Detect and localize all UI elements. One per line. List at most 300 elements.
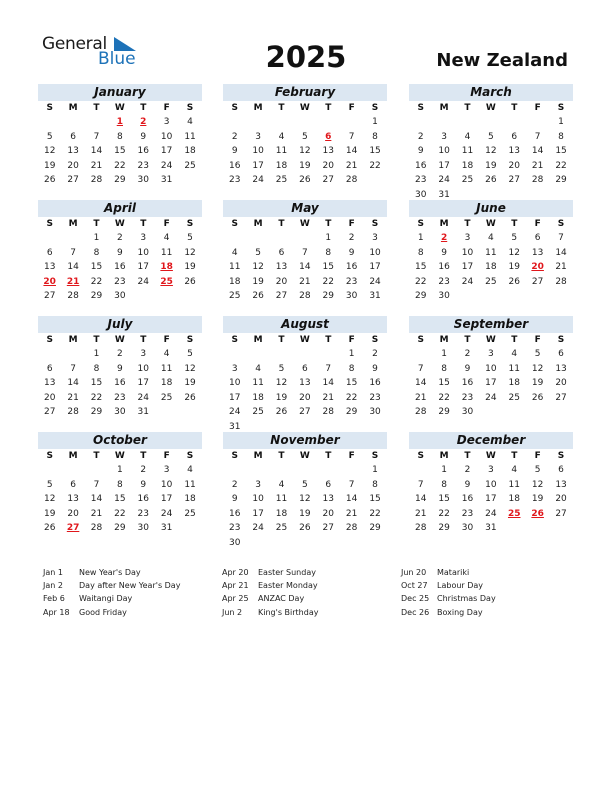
calendar-date: 11 xyxy=(461,146,474,156)
calendar-date: 19 xyxy=(485,160,497,171)
calendar-date: 10 xyxy=(252,494,264,504)
calendar-date: 17 xyxy=(252,508,264,519)
weekday-label: S xyxy=(46,103,53,113)
calendar-date: 12 xyxy=(184,363,196,374)
holiday-date: 1 xyxy=(116,117,123,127)
calendar-date: 16 xyxy=(137,494,149,504)
weekday-label: S xyxy=(46,335,53,345)
calendar-date: 2 xyxy=(231,131,238,142)
holiday-date: 25 xyxy=(507,508,521,519)
calendar-date: 22 xyxy=(345,392,358,403)
calendar-date: 24 xyxy=(252,523,264,533)
weekday-label: T xyxy=(325,103,332,113)
weekday-label: T xyxy=(511,103,518,113)
calendar-date: 29 xyxy=(322,291,334,301)
holiday-date-label: Apr 25 xyxy=(222,594,249,604)
calendar-date: 17 xyxy=(160,494,173,504)
calendar-date: 27 xyxy=(275,291,288,301)
calendar-date: 6 xyxy=(302,363,308,374)
holiday-item xyxy=(222,566,318,579)
calendar-date: 29 xyxy=(438,523,450,533)
calendar-date: 17 xyxy=(137,378,149,388)
calendar-date: 28 xyxy=(322,407,334,417)
calendar-date: 26 xyxy=(43,175,56,185)
calendar-date: 29 xyxy=(114,523,126,533)
weekday-label: F xyxy=(163,451,170,461)
calendar-date: 13 xyxy=(508,146,520,156)
calendar-date: 22 xyxy=(114,508,126,519)
calendar-date: 5 xyxy=(534,349,541,359)
calendar-date: 7 xyxy=(348,479,355,490)
calendar-date: 24 xyxy=(461,276,474,287)
month-december xyxy=(409,432,573,536)
holiday-date-label: Jan 2 xyxy=(43,581,63,591)
day-grid xyxy=(409,333,573,420)
calendar-date: 6 xyxy=(511,131,518,142)
calendar-date: 12 xyxy=(184,247,196,258)
day-grid xyxy=(409,449,573,536)
empty-cell xyxy=(479,115,502,130)
day-grid xyxy=(38,217,202,304)
month-header: November xyxy=(223,432,387,449)
month-header: December xyxy=(409,432,573,449)
calendar-date: 28 xyxy=(345,523,358,533)
calendar-date: 16 xyxy=(461,494,474,504)
calendar-date: 1 xyxy=(325,233,332,243)
day-grid xyxy=(409,101,573,202)
calendar-date: 11 xyxy=(275,146,288,156)
holiday-date: 25 xyxy=(160,276,173,287)
calendar-date: 2 xyxy=(417,131,424,142)
calendar-date: 4 xyxy=(187,465,193,475)
calendar-date: 27 xyxy=(299,407,311,417)
calendar-date: 29 xyxy=(438,407,450,417)
calendar-date: 30 xyxy=(438,291,450,301)
calendar-date: 4 xyxy=(488,233,494,243)
calendar-date: 27 xyxy=(555,392,567,403)
month-april xyxy=(38,200,202,304)
calendar-date: 17 xyxy=(461,262,474,272)
empty-cell xyxy=(38,231,61,246)
holiday-item xyxy=(43,606,180,619)
calendar-date: 28 xyxy=(90,523,103,533)
calendar-date: 8 xyxy=(93,363,100,374)
weekday-label: S xyxy=(231,219,238,229)
calendar-date: 28 xyxy=(555,276,567,287)
calendar-date: 6 xyxy=(534,233,541,243)
calendar-date: 2 xyxy=(117,233,123,243)
calendar-date: 3 xyxy=(441,131,447,142)
calendar-date: 20 xyxy=(322,508,334,519)
calendar-date: 8 xyxy=(441,479,447,490)
weekday-label: S xyxy=(417,335,424,345)
weekday-label: S xyxy=(231,451,238,461)
calendar-date: 30 xyxy=(369,407,381,417)
calendar-date: 4 xyxy=(278,479,285,490)
weekday-label: S xyxy=(417,103,424,113)
holiday-column xyxy=(222,566,318,619)
calendar-date: 30 xyxy=(114,291,126,301)
calendar-date: 12 xyxy=(275,378,288,388)
holiday-name: Labour Day xyxy=(437,581,484,591)
month-march xyxy=(409,84,573,202)
holiday-name: ANZAC Day xyxy=(258,594,305,604)
calendar-date: 19 xyxy=(252,276,264,287)
calendar-date: 20 xyxy=(67,508,79,519)
calendar-date: 7 xyxy=(325,363,332,374)
calendar-date: 24 xyxy=(228,407,241,417)
calendar-date: 29 xyxy=(90,291,103,301)
weekday-label: T xyxy=(278,451,285,461)
empty-cell xyxy=(456,115,479,130)
calendar-date: 21 xyxy=(67,392,79,403)
calendar-date: 10 xyxy=(228,378,241,388)
weekday-label: S xyxy=(371,103,379,113)
calendar-date: 1 xyxy=(117,465,123,475)
calendar-date: 19 xyxy=(275,392,288,403)
calendar-date: 24 xyxy=(160,508,173,519)
calendar-date: 25 xyxy=(485,276,497,287)
calendar-date: 20 xyxy=(322,160,334,171)
calendar-date: 10 xyxy=(369,247,381,258)
calendar-date: 29 xyxy=(90,407,103,417)
month-october xyxy=(38,432,202,536)
calendar-date: 2 xyxy=(348,233,355,243)
calendar-date: 31 xyxy=(160,175,173,185)
holiday-date: 2 xyxy=(440,233,448,243)
calendar-date: 19 xyxy=(508,262,520,272)
calendar-date: 27 xyxy=(322,175,334,185)
calendar-date: 9 xyxy=(464,363,471,374)
weekday-label: T xyxy=(140,335,147,345)
calendar-date: 1 xyxy=(348,349,355,359)
calendar-date: 6 xyxy=(70,131,76,142)
calendar-date: 15 xyxy=(369,494,381,504)
calendar-date: 12 xyxy=(43,494,56,504)
weekday-label: M xyxy=(439,335,449,345)
holiday-date: 6 xyxy=(325,131,332,142)
calendar-date: 19 xyxy=(299,160,311,171)
calendar-date: 7 xyxy=(70,247,76,258)
calendar-date: 29 xyxy=(114,175,126,185)
calendar-date: 9 xyxy=(231,494,238,504)
calendar-date: 22 xyxy=(322,276,334,287)
calendar-date: 7 xyxy=(417,363,424,374)
calendar-date: 6 xyxy=(558,465,564,475)
day-grid xyxy=(38,449,202,536)
weekday-label: M xyxy=(68,103,78,113)
weekday-label: S xyxy=(186,219,194,229)
calendar-date: 15 xyxy=(114,494,126,504)
calendar-date: 7 xyxy=(534,131,541,142)
calendar-date: 23 xyxy=(114,276,126,287)
weekday-label: M xyxy=(253,335,263,345)
calendar-date: 5 xyxy=(534,465,541,475)
calendar-date: 8 xyxy=(348,363,355,374)
calendar-date: 8 xyxy=(417,247,424,258)
weekday-label: M xyxy=(439,451,449,461)
weekday-label: F xyxy=(163,103,170,113)
calendar-date: 23 xyxy=(414,175,427,185)
calendar-date: 7 xyxy=(93,131,100,142)
month-header: March xyxy=(409,84,573,101)
calendar-date: 7 xyxy=(417,479,424,490)
weekday-label: W xyxy=(299,219,310,229)
weekday-label: S xyxy=(186,335,194,345)
calendar-date: 9 xyxy=(417,146,424,156)
holiday-date: 27 xyxy=(66,523,80,533)
weekday-label: W xyxy=(114,219,125,229)
calendar-date: 29 xyxy=(345,407,358,417)
calendar-date: 4 xyxy=(464,131,471,142)
calendar-date: 11 xyxy=(508,479,520,490)
calendar-date: 10 xyxy=(485,479,497,490)
weekday-label: T xyxy=(93,335,100,345)
calendar-date: 4 xyxy=(187,117,193,127)
holiday-name: Matariki xyxy=(437,568,470,577)
calendar-date: 30 xyxy=(414,189,427,200)
calendar-date: 14 xyxy=(414,494,427,504)
calendar-date: 3 xyxy=(140,349,147,359)
calendar-date: 2 xyxy=(372,349,378,359)
calendar-date: 26 xyxy=(184,276,196,287)
weekday-label: M xyxy=(68,451,78,461)
holiday-date-label: Oct 27 xyxy=(401,581,428,591)
calendar-date: 21 xyxy=(299,276,311,287)
calendar-date: 22 xyxy=(438,392,450,403)
calendar-date: 5 xyxy=(488,131,494,142)
calendar-date: 20 xyxy=(555,378,567,388)
weekday-label: T xyxy=(93,219,100,229)
calendar-date: 1 xyxy=(417,233,424,243)
calendar-date: 22 xyxy=(414,276,427,287)
calendar-date: 19 xyxy=(43,508,56,519)
calendar-date: 5 xyxy=(255,247,261,258)
weekday-label: M xyxy=(68,219,78,229)
empty-cell xyxy=(270,463,293,478)
calendar-date: 31 xyxy=(369,291,381,301)
calendar-date: 12 xyxy=(508,247,520,258)
month-header: May xyxy=(223,200,387,217)
empty-cell xyxy=(223,463,246,478)
calendar-date: 26 xyxy=(531,392,544,403)
calendar-date: 9 xyxy=(464,479,471,490)
calendar-date: 20 xyxy=(67,160,79,171)
empty-cell xyxy=(61,231,84,246)
calendar-date: 1 xyxy=(372,465,378,475)
weekday-label: T xyxy=(278,335,285,345)
holiday-date-label: Jan 1 xyxy=(43,568,63,577)
empty-cell xyxy=(317,115,340,130)
calendar-date: 7 xyxy=(93,479,100,490)
empty-cell xyxy=(85,115,108,130)
calendar-date: 14 xyxy=(531,146,544,156)
month-header: June xyxy=(409,200,573,217)
calendar-date: 9 xyxy=(117,247,123,258)
calendar-date: 9 xyxy=(441,247,447,258)
month-header: January xyxy=(38,84,202,101)
calendar-date: 11 xyxy=(252,378,264,388)
empty-cell xyxy=(61,347,84,362)
empty-cell xyxy=(340,115,363,130)
calendar-date: 6 xyxy=(325,479,332,490)
holiday-item xyxy=(222,592,318,605)
calendar-date: 27 xyxy=(67,175,79,185)
calendar-date: 1 xyxy=(93,349,100,359)
calendar-date: 11 xyxy=(275,494,288,504)
calendar-date: 6 xyxy=(558,349,564,359)
calendar-date: 15 xyxy=(322,262,334,272)
calendar-date: 16 xyxy=(369,378,381,388)
empty-cell xyxy=(38,463,61,478)
calendar-date: 23 xyxy=(461,392,474,403)
calendar-date: 11 xyxy=(184,479,196,490)
calendar-date: 16 xyxy=(114,378,126,388)
weekday-label: W xyxy=(485,219,496,229)
calendar-date: 14 xyxy=(555,247,567,258)
calendar-date: 15 xyxy=(345,378,358,388)
calendar-date: 28 xyxy=(67,407,79,417)
holiday-date: 21 xyxy=(66,276,80,287)
calendar-date: 1 xyxy=(372,117,378,127)
weekday-label: S xyxy=(186,103,194,113)
calendar-date: 26 xyxy=(43,523,56,533)
calendar-date: 20 xyxy=(508,160,520,171)
weekday-label: W xyxy=(299,335,310,345)
weekday-label: T xyxy=(511,451,518,461)
calendar-date: 6 xyxy=(46,363,53,374)
calendar-date: 23 xyxy=(228,175,241,185)
holiday-name: King's Birthday xyxy=(258,607,319,617)
empty-cell xyxy=(85,463,108,478)
calendar-date: 31 xyxy=(160,523,173,533)
holiday-date: 26 xyxy=(531,508,544,519)
calendar-date: 5 xyxy=(187,349,193,359)
weekday-label: T xyxy=(93,103,100,113)
calendar-date: 3 xyxy=(140,233,147,243)
holiday-date: 20 xyxy=(43,276,56,287)
calendar-date: 27 xyxy=(555,508,567,519)
calendar-date: 10 xyxy=(252,146,264,156)
holiday-item xyxy=(401,566,496,579)
calendar-date: 13 xyxy=(43,262,56,272)
calendar-date: 16 xyxy=(228,160,241,171)
calendar-date: 6 xyxy=(278,247,285,258)
calendar-date: 27 xyxy=(322,523,334,533)
calendar-date: 30 xyxy=(137,175,149,185)
calendar-date: 21 xyxy=(345,160,358,171)
weekday-label: S xyxy=(557,451,565,461)
calendar-date: 20 xyxy=(275,276,288,287)
month-november xyxy=(223,432,387,550)
month-july xyxy=(38,316,202,420)
calendar-date: 9 xyxy=(140,479,147,490)
calendar-date: 17 xyxy=(160,146,173,156)
calendar-date: 5 xyxy=(46,479,53,490)
weekday-label: T xyxy=(325,335,332,345)
calendar-date: 3 xyxy=(163,465,170,475)
day-grid xyxy=(223,101,387,188)
calendar-date: 23 xyxy=(369,392,381,403)
weekday-label: S xyxy=(417,451,424,461)
weekday-label: M xyxy=(253,103,263,113)
calendar-date: 18 xyxy=(184,494,196,504)
empty-cell xyxy=(61,115,84,130)
weekday-label: W xyxy=(485,451,496,461)
empty-cell xyxy=(246,231,269,246)
weekday-label: W xyxy=(114,103,125,113)
weekday-label: T xyxy=(511,219,518,229)
calendar-date: 28 xyxy=(345,175,358,185)
weekday-label: S xyxy=(46,451,53,461)
month-may xyxy=(223,200,387,304)
calendar-date: 1 xyxy=(558,117,564,127)
calendar-date: 25 xyxy=(160,392,173,403)
weekday-label: S xyxy=(557,335,565,345)
empty-cell xyxy=(409,115,432,130)
empty-cell xyxy=(38,115,61,130)
day-grid xyxy=(223,449,387,550)
calendar-date: 8 xyxy=(372,479,378,490)
calendar-date: 5 xyxy=(302,131,308,142)
calendar-date: 21 xyxy=(414,392,427,403)
calendar-date: 24 xyxy=(137,276,149,287)
weekday-label: S xyxy=(371,451,379,461)
day-grid xyxy=(223,217,387,304)
calendar-date: 28 xyxy=(531,175,544,185)
calendar-date: 2 xyxy=(140,465,147,475)
calendar-date: 5 xyxy=(511,233,518,243)
calendar-date: 31 xyxy=(438,189,450,200)
calendar-date: 19 xyxy=(299,508,311,519)
weekday-label: S xyxy=(231,103,238,113)
calendar-date: 7 xyxy=(348,131,355,142)
calendar-date: 23 xyxy=(137,160,149,171)
calendar-date: 30 xyxy=(345,291,358,301)
calendar-date: 14 xyxy=(90,494,103,504)
weekday-label: F xyxy=(534,451,541,461)
calendar-date: 13 xyxy=(67,146,79,156)
calendar-date: 10 xyxy=(137,363,149,374)
calendar-date: 28 xyxy=(414,407,427,417)
day-grid xyxy=(409,217,573,304)
weekday-label: M xyxy=(253,219,263,229)
calendar-date: 2 xyxy=(464,465,471,475)
empty-cell xyxy=(503,115,526,130)
calendar-date: 25 xyxy=(461,175,474,185)
empty-cell xyxy=(61,463,84,478)
holiday-name: Easter Monday xyxy=(258,581,318,591)
weekday-label: F xyxy=(534,335,541,345)
empty-cell xyxy=(293,463,316,478)
weekday-label: T xyxy=(278,219,285,229)
calendar-date: 16 xyxy=(114,262,126,272)
calendar-date: 5 xyxy=(187,233,193,243)
weekday-label: S xyxy=(557,219,565,229)
calendar-date: 15 xyxy=(90,262,103,272)
calendar-date: 11 xyxy=(160,363,173,374)
calendar-date: 14 xyxy=(322,378,334,388)
calendar-date: 21 xyxy=(322,392,334,403)
calendar-date: 16 xyxy=(228,508,241,519)
empty-cell xyxy=(409,463,432,478)
calendar-date: 5 xyxy=(302,479,308,490)
weekday-label: T xyxy=(140,103,147,113)
calendar-date: 25 xyxy=(228,291,241,301)
month-september xyxy=(409,316,573,420)
calendar-date: 23 xyxy=(438,276,450,287)
calendar-date: 26 xyxy=(299,175,311,185)
